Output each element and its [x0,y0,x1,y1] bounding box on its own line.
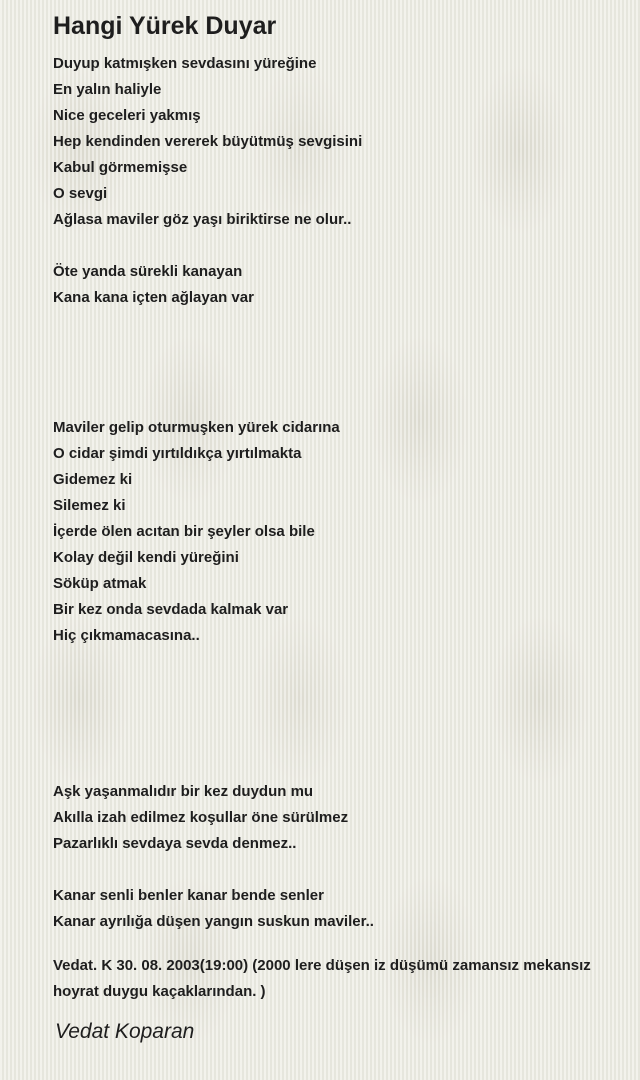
poem-line: Gidemez ki [53,471,133,488]
poem-blank-line [53,753,613,779]
poem-blank-line [53,233,613,259]
poem-line: Aşk yaşanmalıdır bir kez duydun mu [53,783,314,800]
poem-blank-line [53,337,613,363]
poem-date-note: Vedat. K 30. 08. 2003(19:00) (2000 lere düşen iz düşümü zamansız mekansız hoyrat duygu kaçaklarından. ) [53,957,591,1000]
poem-line: Kabul görmemişse [53,159,188,176]
poem-line: Kanar ayrılığa düşen yangın suskun maviler.. [53,913,374,930]
poem-blank-line [53,311,613,337]
poem-blank-line [53,649,613,675]
poem-blank-line [53,727,613,753]
poem-blank-line [53,701,613,727]
poem-line: Pazarlıklı sevdaya sevda denmez.. [53,835,297,852]
poem-blank-line [53,857,613,883]
poem-blank-line [53,675,613,701]
poem-body [53,51,613,935]
poem-line: Öte yanda sürekli kanayan [53,263,243,280]
poem-line: Hep kendinden vererek büyütmüş sevgisini [53,133,363,150]
poem-line: Duyup katmışken sevdasını yüreğine [53,55,317,72]
poem-line: Söküp atmak [53,575,147,592]
poem-line: O sevgi [53,185,108,202]
poem-author: Vedat Koparan [55,1020,195,1043]
poem-line: O cidar şimdi yırtıldıkça yırtılmakta [53,445,302,462]
poem-line: En yalın haliyle [53,81,162,98]
poem-line: Kolay değil kendi yüreğini [53,549,239,566]
poem-line: Akılla izah edilmez koşullar öne sürülmez [53,809,349,826]
poem-title: Hangi Yürek Duyar [53,12,277,40]
poem-line: Silemez ki [53,497,126,514]
poem-line: İçerde ölen acıtan bir şeyler olsa bile [53,523,315,540]
poem-blank-line [53,363,613,389]
poem-line: Kana kana içten ağlayan var [53,289,254,306]
poem-line: Nice geceleri yakmış [53,107,201,124]
poem-line: Maviler gelip oturmuşken yürek cidarına [53,419,340,436]
poem-line: Ağlasa maviler göz yaşı biriktirse ne olur.. [53,211,352,228]
poem-line: Kanar senli benler kanar bende senler [53,887,324,904]
poem-line: Bir kez onda sevdada kalmak var [53,601,289,618]
poem-blank-line [53,389,613,415]
poem-line: Hiç çıkmamacasına.. [53,627,200,644]
